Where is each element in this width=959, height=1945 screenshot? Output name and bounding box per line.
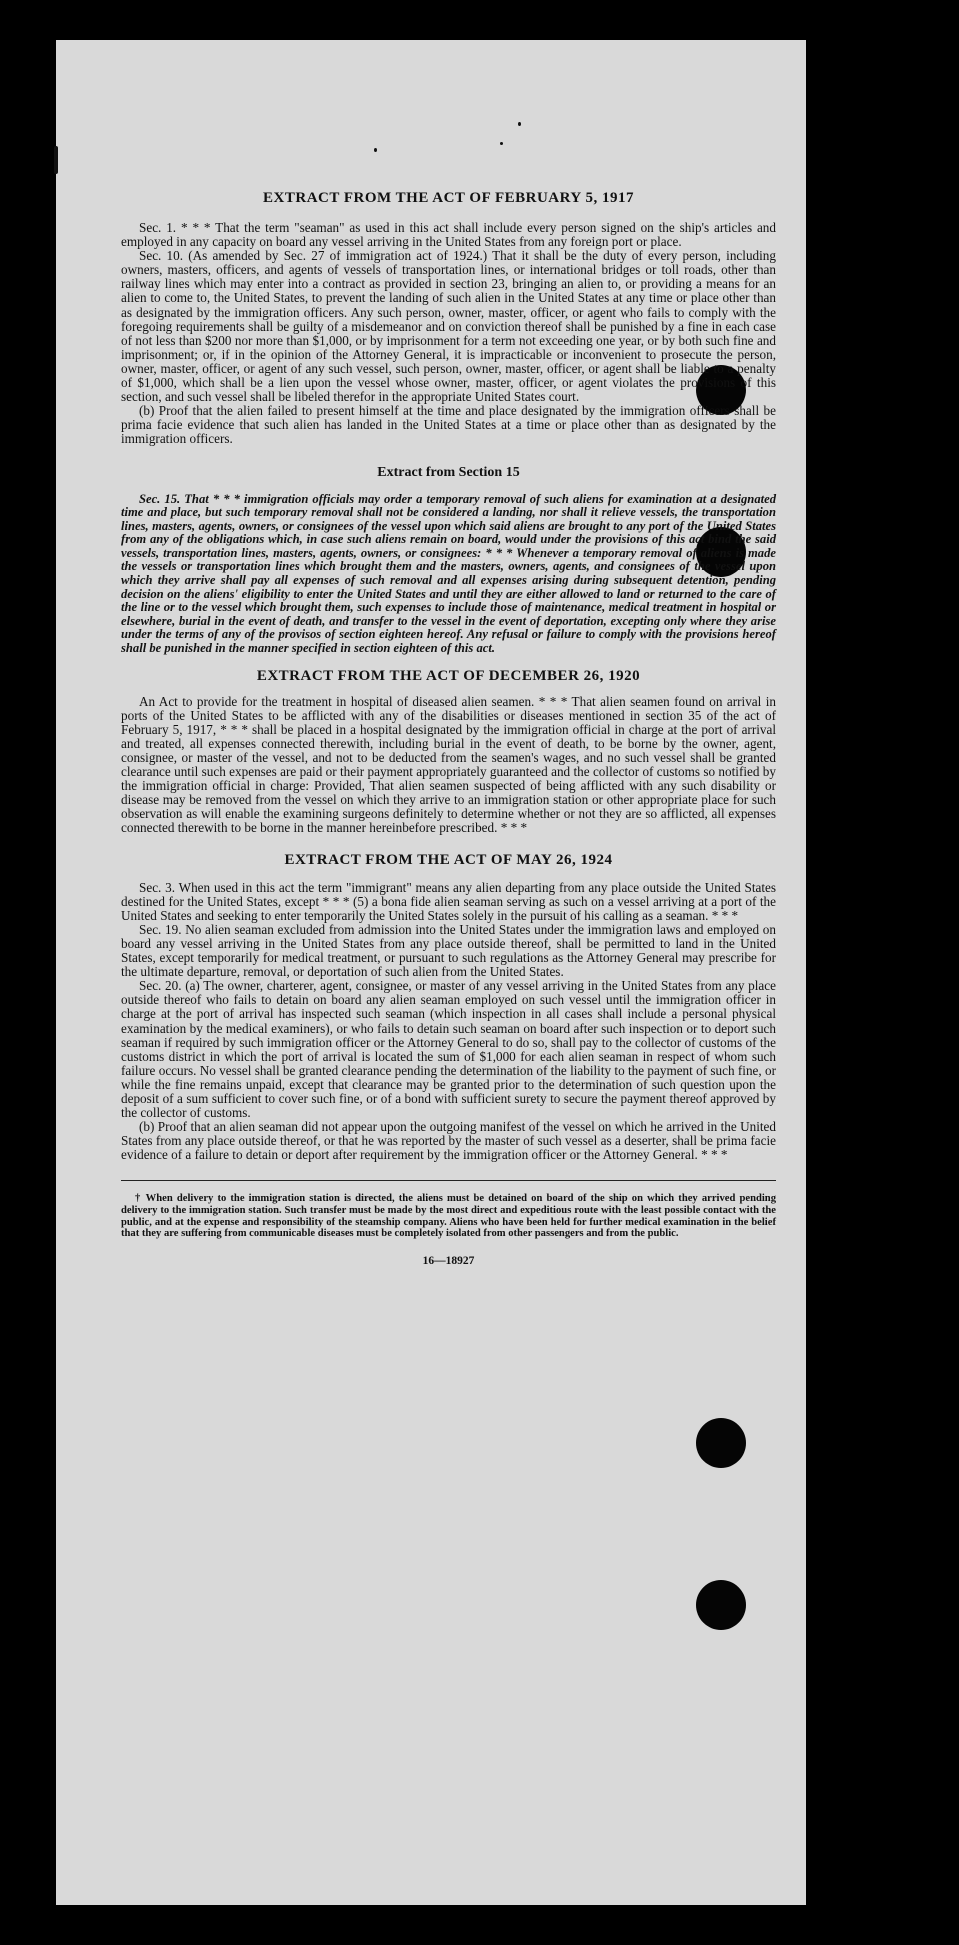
paper-speck [54,146,58,174]
sec-1-paragraph: Sec. 1. * * * That the term "seaman" as used in this act shall include every person signed on the ship's articles and employed in any capacity on board any vessel arriving in the United States from any foreign port or place. [121,220,776,250]
paper-speck [500,142,503,145]
paper-speck [518,122,521,126]
punch-hole [696,1418,746,1468]
footnote: † When delivery to the immigration station is directed, the aliens must be detained on board of the ship on which they arrived pending delivery to the immigration station. Such transfer must be made by the most direct and expeditious route with the least possible contact with the public, and at the expense and responsibility of the steamship company. Aliens who have been held for further medical examination in the belief that they are suffering from communicable diseases must be completely isolated from other passengers and from the public. [121,1193,776,1240]
sec-10b-paragraph: (b) Proof that the alien failed to present himself at the time and place designated by the immigration officers shall be prima facie evidence that such alien has landed in the United States at a time or place other than as designated by the immigration officers. [121,403,776,447]
sec-19-paragraph: Sec. 19. No alien seaman excluded from admission into the United States under the immigration laws and employed on board any vessel arriving in the United States from any place outside thereof, shall be permitted to land in the United States, except temporarily for medical treatment, or pursuant to such regulations as the Attorney General may prescribe for the ultimate departure, removal, or deportation of such alien from the United States. [121,921,776,980]
sec-3-paragraph: Sec. 3. When used in this act the term "immigrant" means any alien departing from any place outside the United States destined for the United States, except * * * (5) a bona fide alien seaman serving as such on a vessel arriving at a port of the United States and seeking to enter temporarily the United States solely in the pursuit of his calling as a seaman. * * * [121,879,776,923]
heading-section-15: Extract from Section 15 [377,464,520,480]
sec-10-paragraph: Sec. 10. (As amended by Sec. 27 of immigration act of 1924.) That it shall be the duty of every person, including owners, masters, officers, and agents of vessels of transportation lines, or international bridges or toll roads, other than railway lines which may enter into a contract as provided in section 23, bringing an alien to, or providing a means for an alien to come to, the United States, to prevent the landing of such alien in the United States at any time or place other than as designated by the immigration officers. Any such person, owner, master, officer, or agent who fails to comply with the foregoing requirements shall be guilty of a misdemeanor and on conviction thereof shall be punished by a fine in each case of not less than $200 nor more than $1,000, or by imprisonment for a term not exceeding one year, or by both such fine and imprisonment; or, if in the opinion of the Attorney General, it is impracticable or inconvenient to prosecute the person, owner, master, officer, or agent of any such vessel, such person, owner, master, officer, or agent shall be liable to a penalty of $1,000, which shall be a lien upon the vessel whose owner, master, officer, or agent violates the provisions of this section, and such vessel shall be libeled therefor in the appropriate United States court. [121,248,776,405]
sec-20b-paragraph: (b) Proof that an alien seaman did not appear upon the outgoing manifest of the vessel on which he arrived in the United States from any place outside thereof, or that he was reported by the master of such vessel as a deserter, shall be prima facie evidence of a failure to detain or deport after requirement by the immigration officer or the Attorney General. * * * [121,1119,776,1163]
form-number: 16—18927 [422,1254,475,1267]
punch-hole [696,1580,746,1630]
footnote-divider [121,1180,776,1181]
paper-speck [374,148,377,152]
document-page [56,40,806,1905]
heading-dec-1920: EXTRACT FROM THE ACT OF DECEMBER 26, 1920 [256,667,641,684]
sec-15-paragraph: Sec. 15. That * * * immigration officials may order a temporary removal of such aliens for examination at a designated time and place, but such temporary removal shall not be considered a landing, nor shall it relieve vessels, the transportation lines, masters, agents, owners, or consignees of the vessel upon which said aliens are brought to any port of the United States from any of the obligations which, in case such aliens remain on board, would under the provisions of this act bind the said vessels, transportation lines, masters, agents, owners, or consignees: * * * Whenever a temporary removal of aliens is made the vessels or transportation lines which brought them and the masters, owners, agents, and consignees of the vessel upon which they arrive shall pay all expenses of such removal and all expenses arising during subsequent detention, pending decision on the aliens' eligibility to enter the United States and until they are either allowed to land or returned to the care of the line or to the vessel which brought them, such expenses to include those of maintenance, medical treatment in hospital or elsewhere, burial in the event of death, and transfer to the vessel in the event of deportation, excepting only where they arise under the terms of any of the provisos of section eighteen hereof. Any refusal or failure to comply with the provisions hereof shall be punished in the manner specified in section eighteen of this act. [121,491,776,656]
heading-may-1924: EXTRACT FROM THE ACT OF MAY 26, 1924 [284,851,613,868]
dec-1920-paragraph: An Act to provide for the treatment in hospital of diseased alien seamen. * * * That alien seamen found on arrival in ports of the United States to be afflicted with any of the disabilities or diseases mentioned in section 35 of the act of February 5, 1917, * * * shall be placed in a hospital designated by the immigration official in charge at the port of arrival and treated, all expenses connected therewith, including burial in the event of death, to be borne by the owner, agent, consignee, or master of the vessel, and not to be deducted from the seamen's wages, and no such vessel shall be granted clearance until such expenses are paid or their payment appropriately guaranteed and the collector of customs so notified by the immigration official in charge: Provided, That alien seamen suspected of being afflicted with any such disability or disease may be removed from the vessel on which they arrive to an immigration station or other appropriate place for such observation as will enable the examining surgeons definitely to determine whether or not they are so afflicted, all expenses connected therewith to be borne in the manner hereinbefore prescribed. * * * [121,693,776,836]
sec-20a-paragraph: Sec. 20. (a) The owner, charterer, agent, consignee, or master of any vessel arriving in the United States from any place outside thereof who fails to detain on board any alien seaman employed on such vessel until the immigration officer in charge at the port of arrival has inspected such seaman (which inspection in all cases shall include a personal physical examination by the medical examiners), or who fails to detain such seaman on board after such inspection or to deport such seaman if required by such immigration officer or the Attorney General to do so, shall pay to the collector of customs of the customs district in which the port of arrival is located the sum of $1,000 for each alien seaman in respect of whom such failure occurs. No vessel shall be granted clearance pending the determination of the liability to the payment of such fine, or while the fine remains unpaid, except that clearance may be granted prior to the determination of such question upon the deposit of a sum sufficient to cover such fine, or of a bond with sufficient surety to secure the payment thereof approved by the collector of customs. [121,978,776,1121]
document-body [121,190,776,1268]
heading-feb-1917: EXTRACT FROM THE ACT OF FEBRUARY 5, 1917 [263,190,634,206]
